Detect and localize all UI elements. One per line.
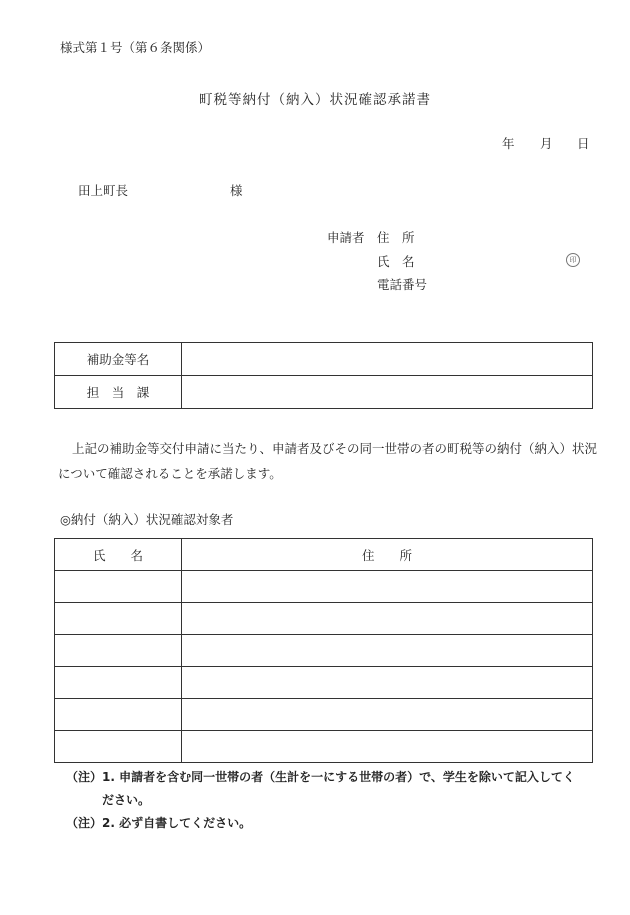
table-row — [55, 635, 593, 667]
note-1: （注）1. 申請者を含む同一世帯の者（生計を一にする世帯の者）で、学生を除いて記入してく — [66, 770, 575, 784]
name-cell[interactable] — [55, 699, 182, 731]
address-cell[interactable] — [182, 571, 593, 603]
address-cell[interactable] — [182, 603, 593, 635]
subsidy-info-table — [54, 342, 593, 409]
applicant-name-label: 氏 名 — [377, 254, 415, 269]
date-year-label: 年 — [502, 136, 515, 151]
form-number: 様式第１号（第６条関係） — [60, 40, 211, 55]
table-row — [55, 571, 593, 603]
notes — [66, 766, 575, 835]
table-row — [55, 699, 593, 731]
table-header-row — [55, 539, 593, 571]
applicant-label: 申請者 — [327, 230, 365, 245]
table-row — [55, 603, 593, 635]
applicant-address-label: 住 所 — [377, 230, 415, 245]
document-title: 町税等納付（納入）状況確認承諾書 — [199, 92, 431, 108]
name-cell[interactable] — [55, 731, 182, 763]
statement-line: について確認されることを承諾します。 — [58, 466, 282, 481]
target-list-title: ◎納付（納入）状況確認対象者 — [60, 512, 234, 527]
date-day-label: 日 — [577, 136, 590, 151]
table-row — [55, 376, 593, 409]
date-month-label: 月 — [540, 136, 553, 151]
department-label: 担 当 課 — [55, 376, 182, 409]
name-cell[interactable] — [55, 667, 182, 699]
statement-line: 上記の補助金等交付申請に当たり、申請者及びその同一世帯の者の町税等の納付（納入）状況 — [72, 441, 598, 456]
table-row — [55, 343, 593, 376]
address-cell[interactable] — [182, 667, 593, 699]
table-row — [55, 667, 593, 699]
address-cell[interactable] — [182, 731, 593, 763]
addressee: 田上町長 — [78, 183, 129, 198]
department-field[interactable] — [182, 376, 593, 409]
honorific: 様 — [230, 183, 243, 198]
table-row — [55, 731, 593, 763]
address-cell[interactable] — [182, 699, 593, 731]
subsidy-name-label: 補助金等名 — [55, 343, 182, 376]
name-cell[interactable] — [55, 635, 182, 667]
note-1-continued: ださい。 — [102, 793, 151, 807]
subsidy-name-field[interactable] — [182, 343, 593, 376]
address-cell[interactable] — [182, 635, 593, 667]
column-header-address: 住 所 — [182, 539, 593, 571]
note-2: （注）2. 必ず自書してください。 — [66, 816, 252, 830]
target-persons-table — [54, 538, 593, 763]
consent-statement — [58, 436, 603, 486]
name-cell[interactable] — [55, 603, 182, 635]
column-header-name: 氏 名 — [55, 539, 182, 571]
applicant-phone-label: 電話番号 — [377, 277, 428, 292]
name-cell[interactable] — [55, 571, 182, 603]
seal-mark-icon: 印 — [566, 253, 580, 267]
